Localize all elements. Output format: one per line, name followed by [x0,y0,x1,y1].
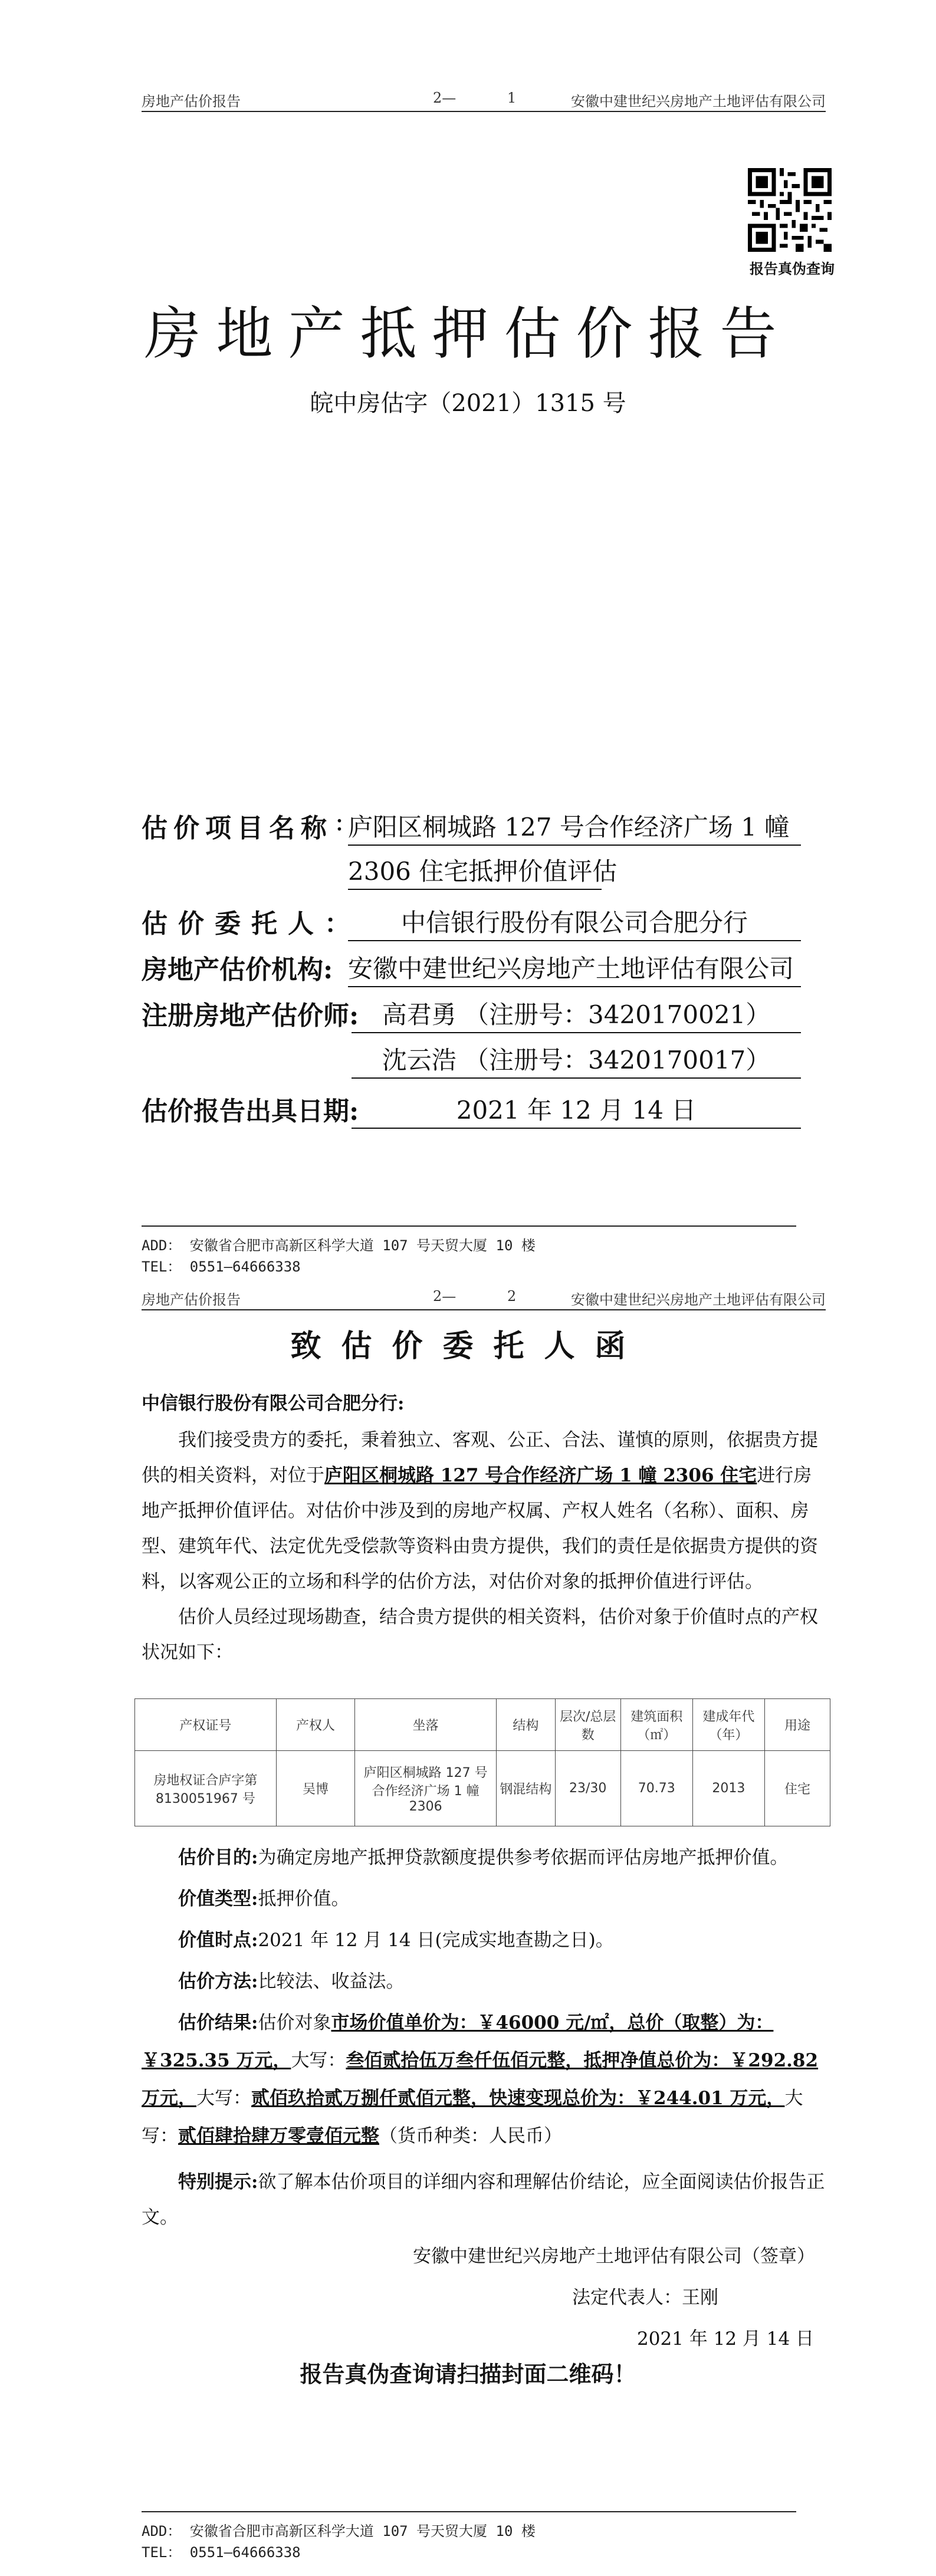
table-cell: 住宅 [765,1751,830,1826]
agency-value: 安徽中建世纪兴房地产土地评估有限公司 [348,949,801,987]
table-header-cell: 用途 [765,1699,830,1751]
table-cell: 房地权证合庐字第 8130051967 号 [135,1751,277,1826]
letter-title: 致估价委托人函 [290,1328,646,1364]
table-header-cell: 坐落 [355,1699,497,1751]
table-row [135,1751,830,1826]
header-company: 安徽中建世纪兴房地产土地评估有限公司 [571,1292,826,1308]
agency-label: 房地产估价机构: [142,955,333,985]
quick-realization-value: 贰佰玖拾贰万捌仟贰佰元整，快速变现总价为：￥244.01 万元， [251,2088,785,2109]
date-value: 2021 年 12 月 14 日 [352,1091,801,1129]
result-text-a: 估价对象 [258,2012,331,2033]
purpose-label: 估价目的: [178,1847,258,1868]
legal-representative: 法定代表人：王刚 [572,2287,718,2308]
result-text-g: 大写： [142,2088,803,2147]
para1-text-a: 我们接受贵方的委托，秉着独立、客观、公正、合法、谨慎的原则，依据贵方提供的相关资料，对位于 [142,1430,818,1486]
date-label: 估价报告出具日期: [142,1096,359,1126]
value-time-line [178,1923,827,1958]
table-header-cell: 建成年代（年） [692,1699,764,1751]
header-report-name: 房地产估价报告 [142,1292,241,1308]
purpose-line [178,1840,827,1875]
quick-realization-words: 贰佰肆拾肆万零壹佰元整 [178,2125,379,2147]
signature-date: 2021 年 12 月 14 日 [637,2328,815,2350]
table-cell: 庐阳区桐城路 127 号合作经济广场 1 幢 2306 [355,1751,497,1826]
footer-tel: TEL： 0551—64666338 [142,1259,301,1275]
header-report-name: 房地产估价报告 [142,93,241,110]
table-header-cell: 建筑面积（㎡） [620,1699,692,1751]
table-header-row [135,1699,830,1751]
mortgage-net-value: 叁佰贰拾伍万叁仟伍佰元整，抵押净值总价为：￥292.82 万元， [142,2050,819,2109]
header-company: 安徽中建世纪兴房地产土地评估有限公司 [571,93,826,110]
value-type-text: 抵押价值。 [258,1888,350,1910]
page-header [142,87,826,112]
footer-address: ADD： 安徽省合肥市高新区科学大道 107 号天贸大厦 10 楼 [142,2523,536,2539]
project-label: 估价项目名称 [142,813,333,843]
addressee: 中信银行股份有限公司合肥分行: [142,1393,405,1414]
table-header-cell: 层次/总层数 [555,1699,620,1751]
project-value-line2: 2306 住宅抵押价值评估 [348,852,602,890]
footer-rule [142,2511,796,2512]
document-number: 皖中房估字（2021）1315 号 [310,390,626,417]
client-label: 估价委托人： [142,909,361,939]
appraiser-2: 沈云浩 （注册号：3420170017） [352,1041,801,1079]
appraiser-label: 注册房地产估价师: [142,1001,359,1031]
tip-label: 特别提示: [178,2171,258,2193]
market-value: 市场价值单价为：￥46000 元/㎡，总价（取整）为：￥325.35 万元， [142,2012,774,2071]
value-time-label: 价值时点: [178,1930,258,1951]
project-value-line1: 庐阳区桐城路 127 号合作经济广场 1 幢 [348,808,801,846]
paragraph-1 [142,1422,826,1599]
para1-text-c: 进行房地产抵押价值评估。对估价中涉及到的房地产权属、产权人姓名（名称）、面积、房型、建筑年代、法定优先受偿款等资料由贵方提供，我们的责任是依据贵方提供的资料，以客观公正的立场和科学的估价方法，对估价对象的抵押价值进行评估。 [142,1465,818,1592]
qr-caption: 报告真伪查询 [750,260,835,277]
table-cell: 2013 [692,1751,764,1826]
footer-tel: TEL： 0551—64666338 [142,2544,301,2561]
table-cell: 钢混结构 [497,1751,556,1826]
page-header [142,1286,826,1310]
result-text-e: 大写： [196,2088,251,2109]
result-label: 估价结果: [178,2012,258,2033]
table-header-cell: 结构 [497,1699,556,1751]
client-value: 中信银行股份有限公司合肥分行 [348,903,801,941]
table-header-cell: 产权证号 [135,1699,277,1751]
header-page-number: 1 [507,90,517,106]
appraiser-1: 高君勇 （注册号：3420170021） [352,995,801,1033]
qr-code-icon [748,168,832,252]
table-cell: 吴博 [276,1751,354,1826]
report-title: 房地产抵押估价报告 [144,301,792,367]
table-header-cell: 产权人 [276,1699,354,1751]
signature-company: 安徽中建世纪兴房地产土地评估有限公司（签章） [413,2246,815,2267]
currency-note: （货币种类：人民币） [379,2125,562,2147]
table-cell: 70.73 [620,1751,692,1826]
verification-notice: 报告真伪查询请扫描封面二维码！ [300,2361,636,2387]
method-label: 估价方法: [178,1971,258,1992]
tip-text: 欲了解本估价项目的详细内容和理解估价结论，应全面阅读估价报告正文。 [142,2171,825,2228]
result-text-c: 大写： [291,2050,346,2071]
cover-page [0,0,936,1286]
tip-paragraph [142,2164,826,2235]
method-line [178,1964,827,1999]
purpose-text: 为确定房地产抵押贷款额度提供参考依据而评估房地产抵押价值。 [258,1847,789,1868]
value-type-line [178,1881,827,1917]
header-page-prefix: 2— [433,90,456,106]
method-text: 比较法、收益法。 [258,1971,405,1992]
property-table [134,1698,830,1826]
result-paragraph [142,2004,826,2155]
header-page-prefix: 2— [433,1288,456,1305]
footer-address: ADD： 安徽省合肥市高新区科学大道 107 号天贸大厦 10 楼 [142,1237,536,1254]
header-page-number: 2 [507,1288,517,1305]
value-time-text: 2021 年 12 月 14 日(完成实地查勘之日)。 [258,1930,614,1951]
table-cell: 23/30 [555,1751,620,1826]
project-colon: : [335,807,344,837]
value-type-label: 价值类型: [178,1888,258,1910]
property-location: 庐阳区桐城路 127 号合作经济广场 1 幢 2306 住宅 [324,1465,757,1486]
footer-rule [142,1225,796,1227]
paragraph-2: 估价人员经过现场勘查，结合贵方提供的相关资料，估价对象于价值时点的产权状况如下： [142,1606,818,1663]
